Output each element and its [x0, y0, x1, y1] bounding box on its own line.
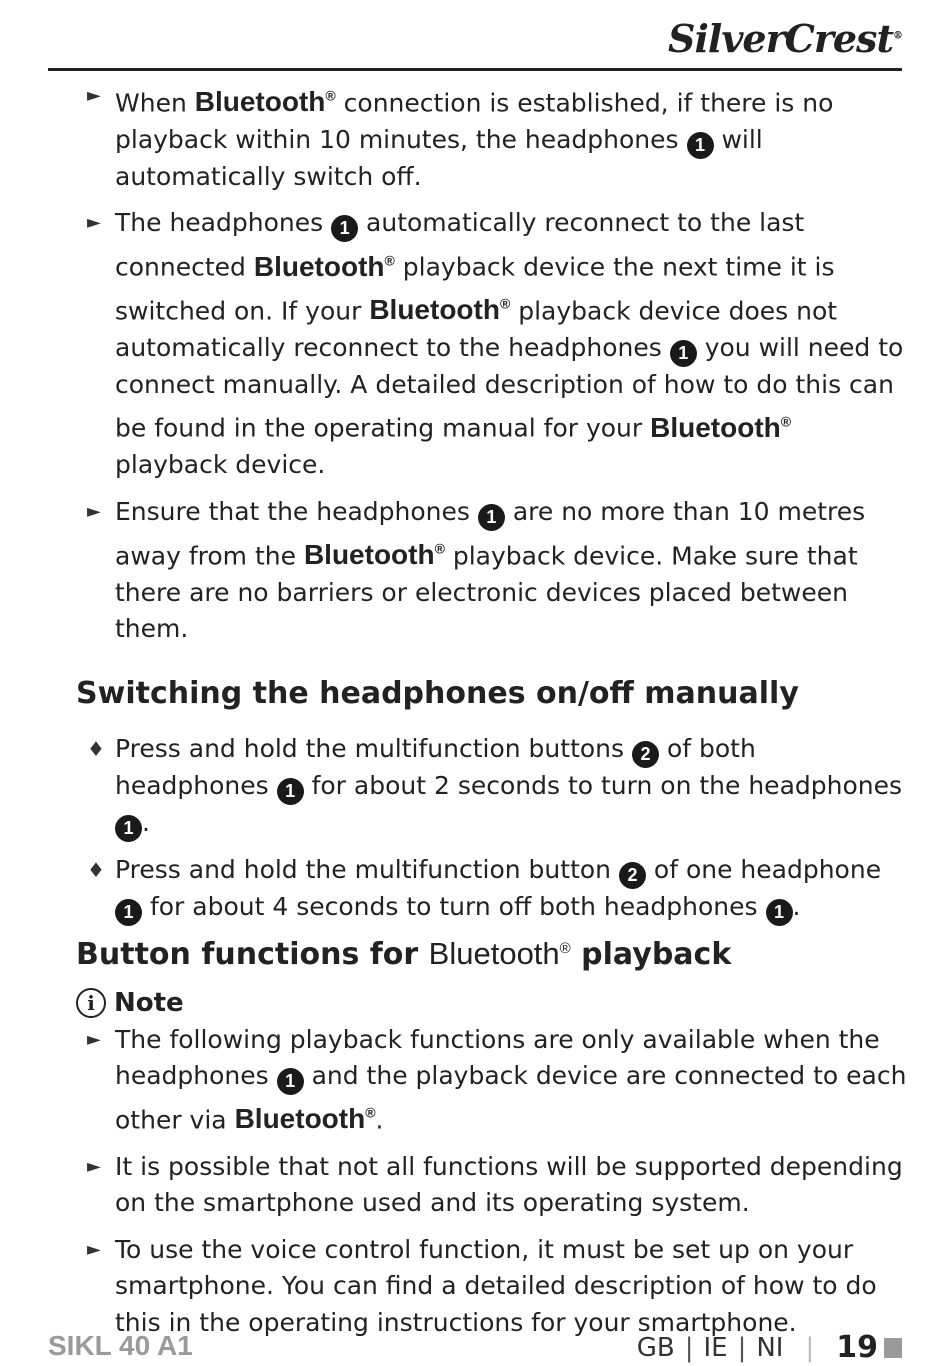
arrow-bullet-icon: ►: [87, 1028, 101, 1050]
arrow-bullet-icon: ►: [87, 500, 101, 522]
part-number-badge: 2: [632, 741, 659, 768]
page-number: 19: [836, 1330, 878, 1365]
part-number-badge: 1: [478, 504, 505, 531]
top-bullet-list: [0, 78, 950, 648]
arrow-bullet-icon: ►: [87, 85, 101, 106]
bullet-text: are no more than 10 metres away from the: [115, 496, 866, 571]
part-number-badge: 1: [277, 1068, 304, 1095]
bullet-item: [87, 852, 910, 926]
bullet-item: [87, 1149, 910, 1222]
bullet-text: .: [792, 891, 801, 921]
lang-separator: |: [684, 1332, 694, 1363]
bullet-text: will automatically switch off.: [115, 124, 763, 191]
bullet-text: of both headphones: [115, 733, 756, 800]
page-content: [0, 78, 950, 1351]
footer-separator: |: [805, 1332, 815, 1363]
bullet-text: The headphones: [115, 208, 332, 238]
bullet-text: of one headphone: [645, 854, 882, 884]
bullet-text: It is possible that not all functions will be supported depending on the smartphone used and its operating system.: [115, 1151, 903, 1218]
bullet-text: for about 2 seconds to turn on the headphones: [303, 770, 903, 800]
bullet-text: connection is established, if there is no playback within 10 minutes, the headphones: [115, 88, 834, 154]
header-rule: [48, 68, 902, 71]
section-heading-button-functions: Button functions for Bluetooth® playback: [76, 935, 732, 972]
part-number-badge: 1: [670, 340, 697, 367]
bullet-item: [87, 1022, 910, 1139]
bullet-text: playback device does not automatically reconnect to the headphones: [115, 296, 838, 362]
bluetooth-wordmark: Bluetooth®: [369, 294, 511, 326]
diamond-bullet-icon: ♦: [87, 857, 105, 882]
bullet-text: for about 4 seconds to turn off both headphones: [142, 891, 766, 921]
part-number-badge: 2: [619, 862, 646, 889]
bullet-text: Press and hold the multifunction buttons: [115, 733, 632, 763]
note-bullet-list: [0, 1022, 950, 1342]
bullet-text: To use the voice control function, it must be set up on your smartphone. You can find a detailed description of how to do this in the operating instructions for your smartphone.: [115, 1234, 877, 1337]
arrow-bullet-icon: ►: [87, 212, 101, 234]
bluetooth-wordmark: Bluetooth®: [650, 411, 792, 443]
part-number-badge: 1: [277, 778, 304, 805]
bluetooth-wordmark: Bluetooth®: [194, 86, 336, 118]
bullet-text: .: [142, 807, 150, 837]
info-icon: i: [76, 988, 106, 1018]
part-number-badge: 1: [766, 899, 793, 926]
bullet-text: Press and hold the multifunction button: [115, 854, 619, 884]
part-number-badge: 1: [331, 215, 358, 242]
bullet-text: playback device.: [115, 450, 326, 480]
lang-ni: NI: [756, 1332, 784, 1363]
page-footer: [637, 1330, 902, 1365]
arrow-bullet-icon: ►: [87, 1155, 101, 1177]
bullet-item: [87, 78, 910, 195]
bullet-text: playback device the next time it is switched on. If your: [115, 252, 835, 326]
bluetooth-wordmark: Bluetooth®: [303, 539, 445, 571]
bullet-text: automatically reconnect to the last connected: [115, 208, 805, 282]
part-number-badge: 1: [115, 899, 142, 926]
bullet-text: you will need to connect manually. A detailed description of how to do this can be found in the operating manual for your: [115, 332, 904, 443]
note-heading: i Note: [76, 988, 950, 1018]
part-number-badge: 1: [115, 815, 142, 842]
part-number-badge: 1: [687, 132, 714, 159]
lang-gb: GB: [636, 1332, 675, 1363]
bullet-text: The following playback functions are only available when the headphones: [115, 1024, 880, 1091]
arrow-bullet-icon: ►: [87, 1238, 101, 1260]
bullet-item: [87, 731, 910, 842]
bullet-text: playback device. Make sure that there are no barriers or electronic devices placed between them.: [115, 541, 858, 644]
bullet-text: Ensure that the headphones: [115, 496, 478, 526]
bullet-item: [87, 1232, 910, 1342]
model-number: SIKL 40 A1: [48, 1330, 193, 1361]
bullet-text: and the playback device are connected to each other via: [115, 1061, 907, 1135]
section-heading-switching: Switching the headphones on/off manually: [76, 675, 799, 711]
brand-logo: SilverCrest®: [668, 16, 902, 61]
bullet-text: When: [115, 88, 195, 118]
bluetooth-wordmark: Bluetooth®: [234, 1103, 376, 1135]
diamond-bullet-icon: ♦: [87, 736, 105, 761]
page-square-marker: [884, 1338, 902, 1358]
lang-separator: |: [737, 1332, 747, 1363]
switching-bullet-list: [0, 731, 950, 926]
bullet-text: .: [375, 1105, 384, 1135]
lang-ie: IE: [703, 1332, 728, 1363]
bullet-item: [87, 494, 910, 648]
bluetooth-wordmark: Bluetooth®: [253, 250, 395, 282]
bullet-item: [87, 205, 910, 483]
